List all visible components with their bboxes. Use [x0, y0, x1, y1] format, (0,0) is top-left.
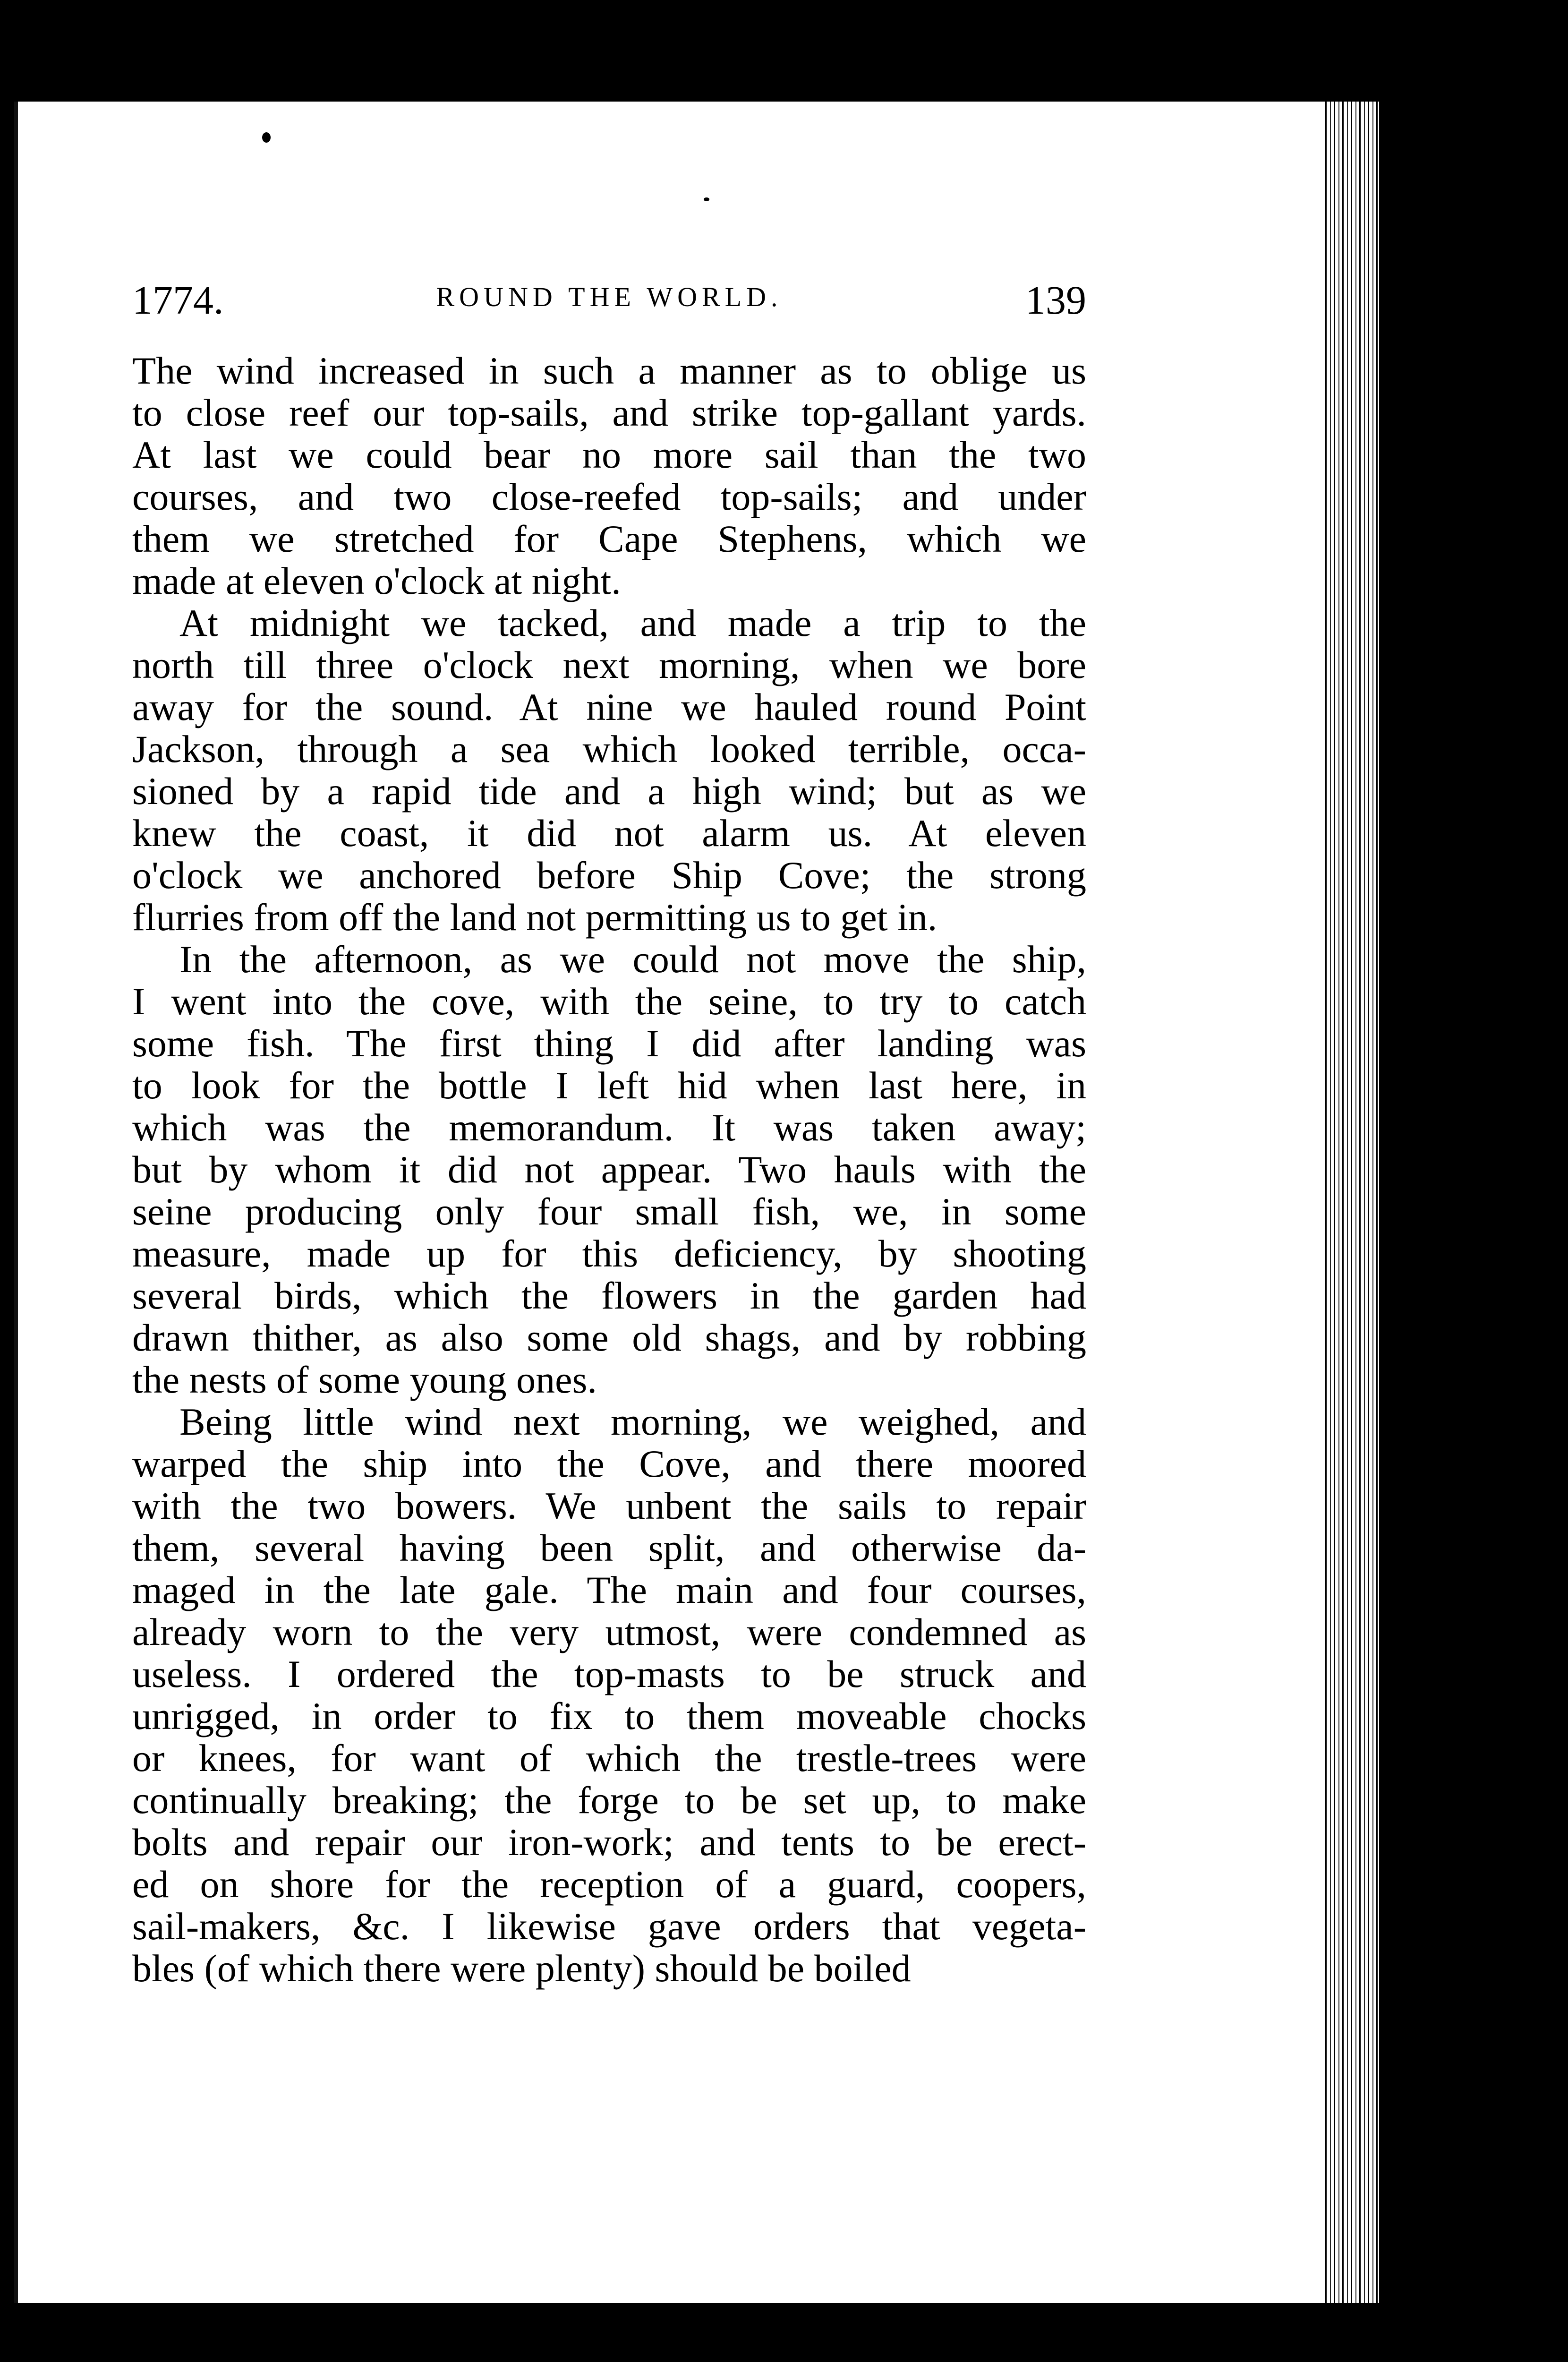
text-line: away for the sound. At nine we hauled round Point [132, 685, 1086, 728]
text-line: knew the coast, it did not alarm us. At eleven [132, 812, 1086, 855]
running-head [132, 276, 1086, 324]
text-line: o'clock we anchored before Ship Cove; the strong [132, 854, 1086, 897]
text-line: with the two bowers. We unbent the sails to repair [132, 1484, 1086, 1527]
text-line: or knees, for want of which the trestle-trees were [132, 1737, 1086, 1780]
text-line: the nests of some young ones. [132, 1358, 597, 1401]
text-line: drawn thither, as also some old shags, and by robbing [132, 1316, 1086, 1359]
text-line: At last we could bear no more sail than the two [132, 433, 1086, 476]
text-line: which was the memorandum. It was taken away; [132, 1106, 1086, 1149]
text-line: I went into the cove, with the seine, to try to catch [132, 980, 1086, 1023]
text-line: In the afternoon, as we could not move the ship, [179, 938, 1086, 981]
page-edge-stack [1322, 102, 1379, 2303]
text-line: At midnight we tacked, and made a trip to the [179, 601, 1086, 644]
text-line: them we stretched for Cape Stephens, which we [132, 517, 1086, 560]
text-line: already worn to the very utmost, were condemned as [132, 1610, 1086, 1653]
text-line: Being little wind next morning, we weighed, and [179, 1400, 1086, 1443]
ink-speck [262, 132, 271, 143]
body-text [132, 350, 1086, 1989]
header-year: 1774. [132, 277, 224, 323]
text-line: The wind increased in such a manner as to oblige us [132, 349, 1086, 392]
text-line: some fish. The first thing I did after landing was [132, 1022, 1086, 1065]
text-line: sail-makers, &c. I likewise gave orders that vegeta- [132, 1905, 1086, 1948]
page-number: 139 [1025, 277, 1086, 323]
paragraph [132, 350, 1086, 602]
text-line: flurries from off the land not permitting us to get in. [132, 896, 937, 939]
text-line: Jackson, through a sea which looked terrible, occa- [132, 727, 1086, 770]
text-line: unrigged, in order to fix to them moveable chocks [132, 1694, 1086, 1737]
text-line: bles (of which there were plenty) should be boiled [132, 1947, 911, 1990]
paragraph [132, 938, 1086, 1401]
text-line: them, several having been split, and otherwise da- [132, 1526, 1086, 1569]
text-line: warped the ship into the Cove, and there moored [132, 1442, 1086, 1485]
text-line: sioned by a rapid tide and a high wind; but as we [132, 770, 1086, 813]
text-line: but by whom it did not appear. Two hauls with the [132, 1148, 1086, 1191]
text-line: made at eleven o'clock at night. [132, 559, 621, 602]
text-line: ed on shore for the reception of a guard, coopers, [132, 1863, 1086, 1906]
paragraph [132, 602, 1086, 938]
text-line: bolts and repair our iron-work; and tents to be erect- [132, 1821, 1086, 1864]
text-line: to close reef our top-sails, and strike top-gallant yards. [132, 391, 1086, 434]
text-line: courses, and two close-reefed top-sails; and under [132, 475, 1086, 518]
header-title: ROUND THE WORLD. [436, 282, 783, 312]
text-line: maged in the late gale. The main and four courses, [132, 1568, 1086, 1611]
text-line: several birds, which the flowers in the garden had [132, 1274, 1086, 1317]
text-line: seine producing only four small fish, we, in some [132, 1190, 1086, 1233]
text-line: continually breaking; the forge to be set up, to make [132, 1779, 1086, 1822]
ink-speck [704, 197, 709, 201]
text-line: north till three o'clock next morning, when we bore [132, 643, 1086, 686]
text-line: measure, made up for this deficiency, by shooting [132, 1232, 1086, 1275]
text-line: useless. I ordered the top-masts to be struck and [132, 1652, 1086, 1695]
paragraph [132, 1401, 1086, 1989]
text-line: to look for the bottle I left hid when last here, in [132, 1064, 1086, 1107]
